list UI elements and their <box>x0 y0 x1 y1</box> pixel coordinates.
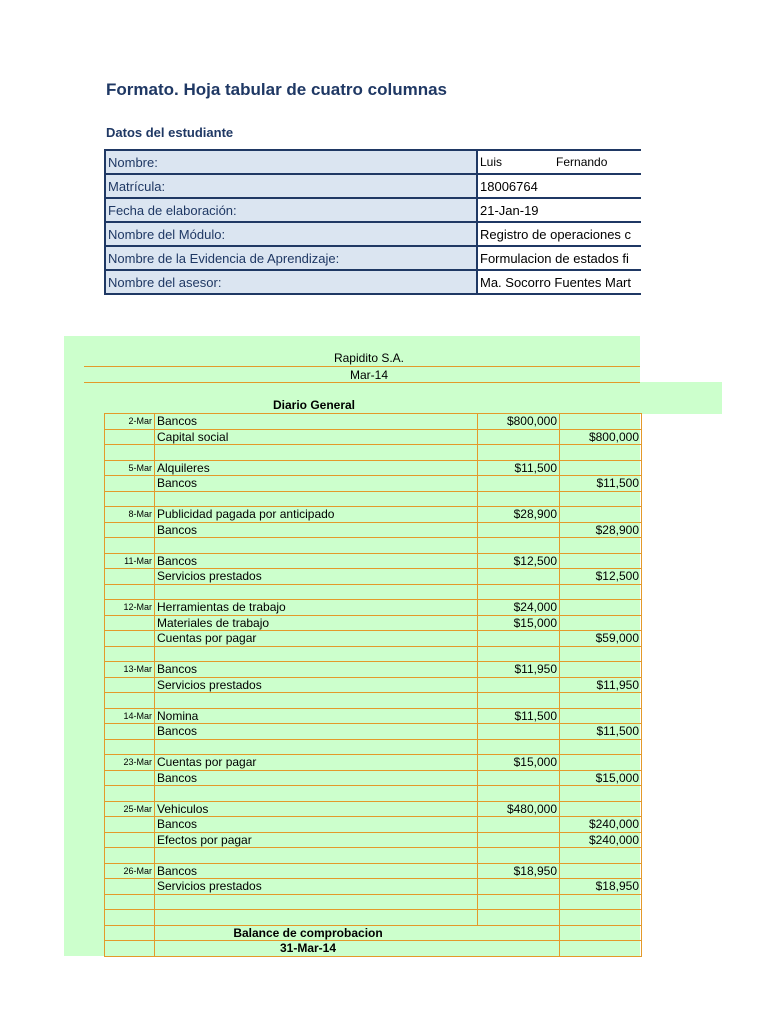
journal-credit[interactable]: $240,000 <box>560 832 642 848</box>
journal-debit[interactable] <box>478 786 560 802</box>
modulo-label: Nombre del Módulo: <box>105 222 477 246</box>
journal-debit[interactable]: $11,500 <box>478 708 560 724</box>
journal-row <box>105 553 642 569</box>
journal-debit[interactable]: $800,000 <box>478 414 560 430</box>
journal-row <box>105 910 642 926</box>
journal-account[interactable] <box>155 445 478 461</box>
journal-row <box>105 724 642 740</box>
journal-account[interactable] <box>155 739 478 755</box>
journal-credit[interactable]: $28,900 <box>560 522 642 538</box>
journal-credit[interactable] <box>560 615 642 631</box>
journal-account[interactable]: Nomina <box>155 708 478 724</box>
journal-debit[interactable] <box>478 538 560 554</box>
journal-row <box>105 894 642 910</box>
journal-date[interactable]: 26-Mar <box>105 863 155 879</box>
journal-credit[interactable] <box>560 848 642 864</box>
nombre-label: Nombre: <box>105 150 477 174</box>
journal-cell[interactable] <box>560 925 642 941</box>
journal-account[interactable] <box>155 848 478 864</box>
journal-date[interactable] <box>105 879 155 895</box>
journal-date[interactable]: 5-Mar <box>105 460 155 476</box>
journal-debit[interactable]: $12,500 <box>478 553 560 569</box>
journal-row <box>105 832 642 848</box>
student-row-nombre <box>105 150 641 174</box>
journal-account[interactable] <box>155 693 478 709</box>
balance-title-row <box>105 925 642 941</box>
journal-credit[interactable] <box>560 693 642 709</box>
journal-credit[interactable] <box>560 894 642 910</box>
journal-row <box>105 538 642 554</box>
journal-account[interactable]: Alquileres <box>155 460 478 476</box>
journal-credit[interactable]: $800,000 <box>560 429 642 445</box>
journal-credit[interactable] <box>560 507 642 523</box>
student-row-asesor <box>105 270 641 294</box>
journal-credit[interactable] <box>560 538 642 554</box>
journal-credit[interactable] <box>560 708 642 724</box>
journal-cell[interactable] <box>105 925 155 941</box>
journal-credit[interactable] <box>560 863 642 879</box>
journal-credit[interactable]: $11,500 <box>560 724 642 740</box>
journal-date[interactable] <box>105 817 155 833</box>
journal-heading: Diario General <box>272 398 356 412</box>
journal-credit[interactable]: $59,000 <box>560 631 642 647</box>
journal-account[interactable]: Bancos <box>155 476 478 492</box>
journal-account[interactable]: Bancos <box>155 863 478 879</box>
journal-account[interactable]: Servicios prestados <box>155 879 478 895</box>
journal-credit[interactable] <box>560 600 642 616</box>
balance-date-row <box>105 941 642 957</box>
student-row-evidencia <box>105 246 641 270</box>
journal-date[interactable]: 14-Mar <box>105 708 155 724</box>
page-title: Formato. Hoja tabular de cuatro columnas <box>106 80 448 99</box>
nombre-first: Luis <box>480 155 503 169</box>
journal-credit[interactable] <box>560 662 642 678</box>
journal-debit[interactable] <box>478 646 560 662</box>
journal-row <box>105 476 642 492</box>
journal-credit[interactable] <box>560 584 642 600</box>
journal-account[interactable]: Servicios prestados <box>155 677 478 693</box>
journal-row <box>105 507 642 523</box>
journal-row <box>105 848 642 864</box>
section-title: Datos del estudiante <box>106 125 234 140</box>
journal-debit[interactable] <box>478 429 560 445</box>
matricula-label: Matrícula: <box>105 174 477 198</box>
journal-row <box>105 786 642 802</box>
journal-account[interactable]: Capital social <box>155 429 478 445</box>
asesor-label: Nombre del asesor: <box>105 270 477 294</box>
journal-date[interactable] <box>105 429 155 445</box>
journal-date[interactable] <box>105 894 155 910</box>
journal-credit[interactable] <box>560 739 642 755</box>
journal-row <box>105 677 642 693</box>
journal-debit[interactable] <box>478 693 560 709</box>
journal-row <box>105 770 642 786</box>
journal-date[interactable] <box>105 569 155 585</box>
journal-credit[interactable]: $240,000 <box>560 817 642 833</box>
journal-date[interactable] <box>105 631 155 647</box>
journal-cell[interactable] <box>105 941 155 957</box>
journal-account[interactable]: Bancos <box>155 662 478 678</box>
journal-date[interactable] <box>105 693 155 709</box>
journal-account[interactable] <box>155 894 478 910</box>
journal-row <box>105 662 642 678</box>
journal-date[interactable] <box>105 677 155 693</box>
journal-date[interactable] <box>105 476 155 492</box>
journal-account[interactable]: Servicios prestados <box>155 569 478 585</box>
journal-row <box>105 646 642 662</box>
student-row-fecha <box>105 198 641 222</box>
journal-account[interactable]: Bancos <box>155 522 478 538</box>
evidencia-value[interactable]: Formulacion de estados fi <box>477 246 641 270</box>
journal-account[interactable]: Herramientas de trabajo <box>155 600 478 616</box>
journal-account[interactable]: Bancos <box>155 770 478 786</box>
journal-account[interactable]: Bancos <box>155 553 478 569</box>
journal-debit[interactable] <box>478 491 560 507</box>
journal-date[interactable]: 13-Mar <box>105 662 155 678</box>
journal-debit[interactable] <box>478 522 560 538</box>
journal-row <box>105 755 642 771</box>
journal-debit[interactable] <box>478 739 560 755</box>
journal-debit[interactable]: $15,000 <box>478 615 560 631</box>
journal-account[interactable]: Cuentas por pagar <box>155 631 478 647</box>
journal-row <box>105 863 642 879</box>
journal-row <box>105 708 642 724</box>
journal-date[interactable] <box>105 786 155 802</box>
journal-background-extension <box>640 382 722 414</box>
journal-row <box>105 739 642 755</box>
journal-debit[interactable] <box>478 832 560 848</box>
matricula-value[interactable]: 18006764 <box>477 174 641 198</box>
journal-debit[interactable]: $24,000 <box>478 600 560 616</box>
modulo-value[interactable]: Registro de operaciones c <box>477 222 641 246</box>
fecha-label: Fecha de elaboración: <box>105 198 477 222</box>
journal-account[interactable]: Publicidad pagada por anticipado <box>155 507 478 523</box>
journal-debit[interactable]: $11,500 <box>478 460 560 476</box>
journal-row <box>105 522 642 538</box>
journal-row <box>105 600 642 616</box>
journal-date[interactable] <box>105 615 155 631</box>
journal-row <box>105 460 642 476</box>
journal-credit[interactable] <box>560 755 642 771</box>
journal-row <box>105 615 642 631</box>
journal-debit[interactable] <box>478 677 560 693</box>
journal-date[interactable]: 11-Mar <box>105 553 155 569</box>
journal-row <box>105 801 642 817</box>
journal-credit[interactable] <box>560 414 642 430</box>
journal-date[interactable]: 23-Mar <box>105 755 155 771</box>
journal-account[interactable]: Bancos <box>155 817 478 833</box>
journal-date[interactable] <box>105 491 155 507</box>
journal-credit[interactable] <box>560 786 642 802</box>
journal-date[interactable] <box>105 848 155 864</box>
company-name: Rapidito S.A. <box>333 351 405 365</box>
journal-account[interactable] <box>155 910 478 926</box>
student-data-table <box>104 149 641 295</box>
journal-account[interactable]: Bancos <box>155 724 478 740</box>
journal-date[interactable] <box>105 832 155 848</box>
journal-credit[interactable]: $11,500 <box>560 476 642 492</box>
journal-account[interactable]: Materiales de trabajo <box>155 615 478 631</box>
journal-credit[interactable]: $12,500 <box>560 569 642 585</box>
student-row-matricula <box>105 174 641 198</box>
journal-row <box>105 445 642 461</box>
journal-credit[interactable] <box>560 491 642 507</box>
journal-account[interactable]: Vehiculos <box>155 801 478 817</box>
journal-credit[interactable] <box>560 910 642 926</box>
journal-debit[interactable]: $480,000 <box>478 801 560 817</box>
journal-debit[interactable] <box>478 910 560 926</box>
journal-row <box>105 414 642 430</box>
journal-debit[interactable] <box>478 848 560 864</box>
journal-account[interactable] <box>155 491 478 507</box>
journal-debit[interactable] <box>478 770 560 786</box>
journal-debit[interactable] <box>478 476 560 492</box>
journal-row <box>105 693 642 709</box>
journal-row <box>105 817 642 833</box>
journal-debit[interactable] <box>478 445 560 461</box>
journal-credit[interactable] <box>560 646 642 662</box>
journal-credit[interactable]: $18,950 <box>560 879 642 895</box>
journal-row <box>105 879 642 895</box>
journal-debit[interactable] <box>478 879 560 895</box>
journal-account[interactable]: Efectos por pagar <box>155 832 478 848</box>
journal-credit[interactable] <box>560 445 642 461</box>
journal-date[interactable] <box>105 770 155 786</box>
journal-date[interactable] <box>105 646 155 662</box>
nombre-second: Fernando <box>556 155 608 169</box>
journal-account[interactable]: Cuentas por pagar <box>155 755 478 771</box>
journal-account[interactable] <box>155 786 478 802</box>
journal-credit[interactable]: $11,950 <box>560 677 642 693</box>
journal-date[interactable] <box>105 538 155 554</box>
header-divider <box>84 366 640 367</box>
journal-date[interactable]: 12-Mar <box>105 600 155 616</box>
journal-debit[interactable] <box>478 894 560 910</box>
journal-date[interactable] <box>105 445 155 461</box>
journal-row <box>105 429 642 445</box>
journal-row <box>105 584 642 600</box>
header-divider <box>84 382 640 383</box>
journal-period: Mar-14 <box>349 368 388 382</box>
journal-debit[interactable] <box>478 631 560 647</box>
journal-account[interactable]: Bancos <box>155 414 478 430</box>
nombre-cell[interactable] <box>477 150 641 174</box>
journal-debit[interactable] <box>478 584 560 600</box>
journal-date[interactable] <box>105 739 155 755</box>
balance-date: 31-Mar-14 <box>155 941 560 957</box>
evidencia-label: Nombre de la Evidencia de Aprendizaje: <box>105 246 477 270</box>
journal-row <box>105 631 642 647</box>
journal-account[interactable] <box>155 584 478 600</box>
journal-cell[interactable] <box>560 941 642 957</box>
fecha-value[interactable]: 21-Jan-19 <box>477 198 641 222</box>
journal-row <box>105 569 642 585</box>
journal-debit[interactable] <box>478 569 560 585</box>
journal-debit[interactable]: $18,950 <box>478 863 560 879</box>
journal-debit[interactable] <box>478 817 560 833</box>
journal-account[interactable] <box>155 538 478 554</box>
balance-title: Balance de comprobacion <box>155 925 560 941</box>
journal-debit[interactable]: $11,950 <box>478 662 560 678</box>
journal-date[interactable] <box>105 910 155 926</box>
journal-row <box>105 491 642 507</box>
student-row-modulo <box>105 222 641 246</box>
journal-debit[interactable]: $15,000 <box>478 755 560 771</box>
journal-debit[interactable]: $28,900 <box>478 507 560 523</box>
journal-date[interactable] <box>105 584 155 600</box>
journal-date[interactable]: 2-Mar <box>105 414 155 430</box>
journal-date[interactable] <box>105 724 155 740</box>
asesor-value[interactable]: Ma. Socorro Fuentes Mart <box>477 270 641 294</box>
journal-date[interactable]: 8-Mar <box>105 507 155 523</box>
journal-credit[interactable] <box>560 460 642 476</box>
journal-date[interactable]: 25-Mar <box>105 801 155 817</box>
journal-account[interactable] <box>155 646 478 662</box>
journal-date[interactable] <box>105 522 155 538</box>
journal-credit[interactable] <box>560 801 642 817</box>
journal-debit[interactable] <box>478 724 560 740</box>
journal-credit[interactable]: $15,000 <box>560 770 642 786</box>
journal-credit[interactable] <box>560 553 642 569</box>
journal-table <box>104 413 642 957</box>
